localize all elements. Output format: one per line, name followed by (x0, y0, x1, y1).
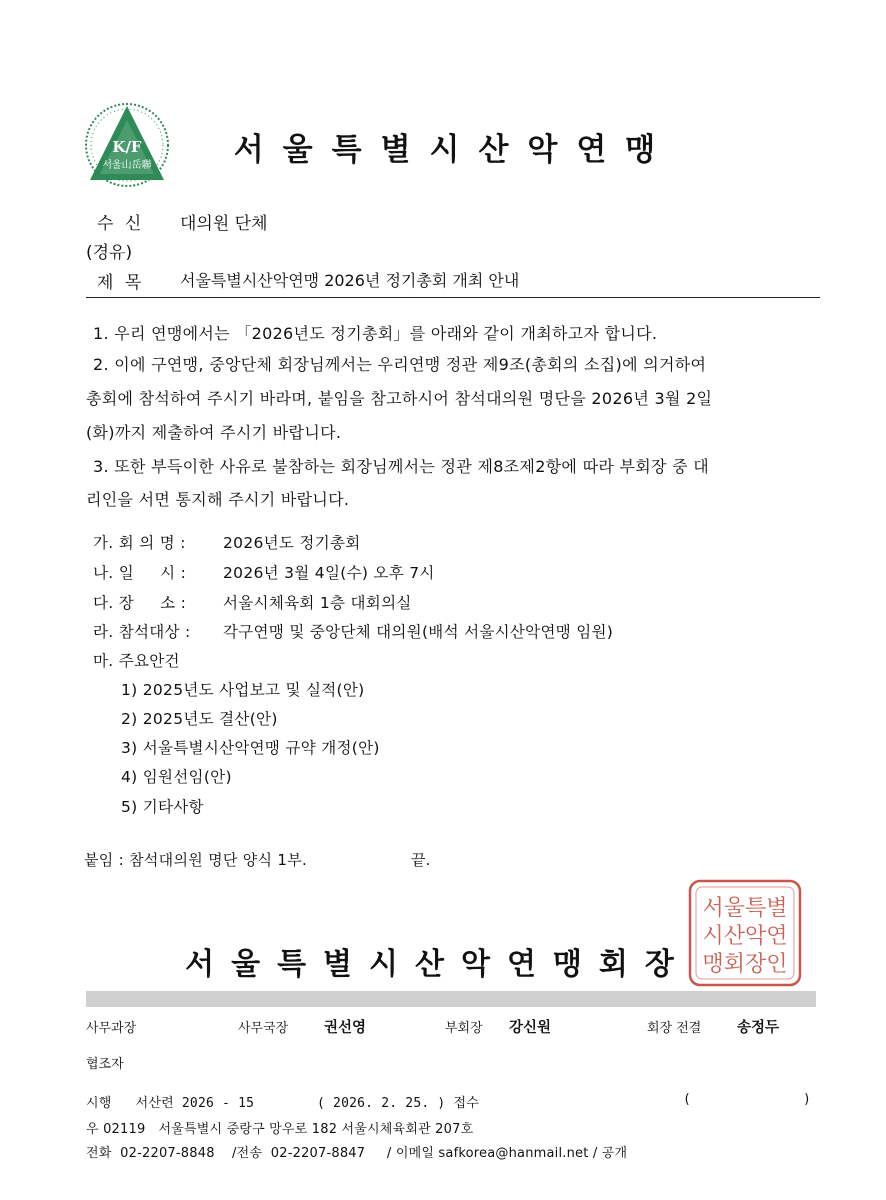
organization-title: 서울특별시산악연맹 (233, 132, 675, 168)
doc-date: ( 2026. 2. 25. ) 접수 (317, 1096, 479, 1111)
subject-value: 서울특별시산악연맹 2026년 정기총회 개최 안내 (180, 271, 520, 290)
approval-divider-bar (86, 991, 816, 1007)
logo-caption: 서울山岳聯 (102, 160, 152, 171)
subject-label: 제 목 (97, 273, 145, 293)
clerk-label: 사무과장 (86, 1021, 137, 1036)
detail-label: 가. 회 의 명 : (93, 534, 186, 552)
end-mark: 끝. (411, 851, 431, 869)
recipient-label: 수 신 (97, 214, 145, 234)
body-line: 리인을 서면 통지해 주시기 바랍니다. (86, 490, 350, 509)
seal-line: 맹회장인 (702, 952, 788, 977)
detail-label: 마. 주요안건 (93, 652, 180, 670)
vice-president-label: 부회장 (445, 1021, 483, 1036)
detail-label: 나. 일 시 : (93, 564, 187, 582)
seal-line: 서울특별 (702, 896, 788, 921)
agenda-item: 4) 임원선임(안) (121, 768, 232, 786)
cooperator-label: 협조자 (86, 1057, 124, 1072)
receipt-paren-close: ) (803, 1092, 812, 1107)
body-line: 1. 우리 연맹에서는 「2026년도 정기총회」를 아래와 같이 개최하고자 합니다. (93, 324, 658, 343)
president-name: 송정두 (737, 1020, 780, 1036)
recipient-value: 대의원 단체 (180, 214, 268, 234)
detail-value: 각구연맹 및 중앙단체 대의원(배석 서울시산악연맹 임원) (223, 623, 614, 641)
detail-value: 2026년도 정기총회 (223, 534, 361, 552)
attachment-note: 붙임 : 참석대의원 명단 양식 1부. (84, 851, 308, 869)
signatory-title: 서울특별시산악연맹회장 (185, 947, 691, 982)
body-line: (화)까지 제출하여 주시기 바랍니다. (86, 423, 342, 442)
body-line: 3. 또한 부득이한 사유로 불참하는 회장님께서는 정관 제8조제2항에 따라 부회장 중 대 (93, 457, 710, 476)
agenda-item: 3) 서울특별시산악연맹 규약 개정(안) (121, 739, 380, 757)
address-line: 우 02119 서울특별시 중랑구 망우로 182 서울시체육회관 207호 (86, 1122, 474, 1137)
receipt-paren-open: ( (683, 1092, 692, 1107)
agenda-item: 5) 기타사항 (121, 798, 204, 816)
body-line: 2. 이에 구연맹, 중앙단체 회장님께서는 우리연맹 정관 제9조(총회의 소집)에 의거하여 (93, 355, 707, 374)
agenda-item: 1) 2025년도 사업보고 및 실적(안) (121, 681, 365, 699)
header-divider (86, 297, 820, 298)
president-label: 회장 전결 (647, 1021, 702, 1036)
contact-line: 전화 02-2207-8848 /전송 02-2207-8847 / 이메일 safkorea@hanmail.net / 공개 (86, 1146, 628, 1161)
logo-initials: K/F (112, 138, 142, 156)
detail-label: 다. 장 소 : (93, 594, 187, 612)
detail-label: 라. 참석대상 : (93, 623, 191, 641)
detail-value: 2026년 3월 4일(수) 오후 7시 (223, 564, 435, 582)
vice-president-name: 강신원 (509, 1020, 552, 1036)
seal-line: 시산악연 (702, 924, 788, 949)
doc-number: 시행 서산련 2026 - 15 (86, 1096, 255, 1111)
secretary-name: 권선영 (324, 1020, 367, 1036)
detail-value: 서울시체육회 1층 대회의실 (223, 594, 412, 612)
secretary-label: 사무국장 (238, 1021, 289, 1036)
via-label: (경유) (86, 243, 133, 263)
agenda-item: 2) 2025년도 결산(안) (121, 710, 278, 728)
body-line: 총회에 참석하여 주시기 바라며, 붙임을 참고하시어 참석대의원 명단을 2026년 3월 2일 (86, 389, 713, 408)
